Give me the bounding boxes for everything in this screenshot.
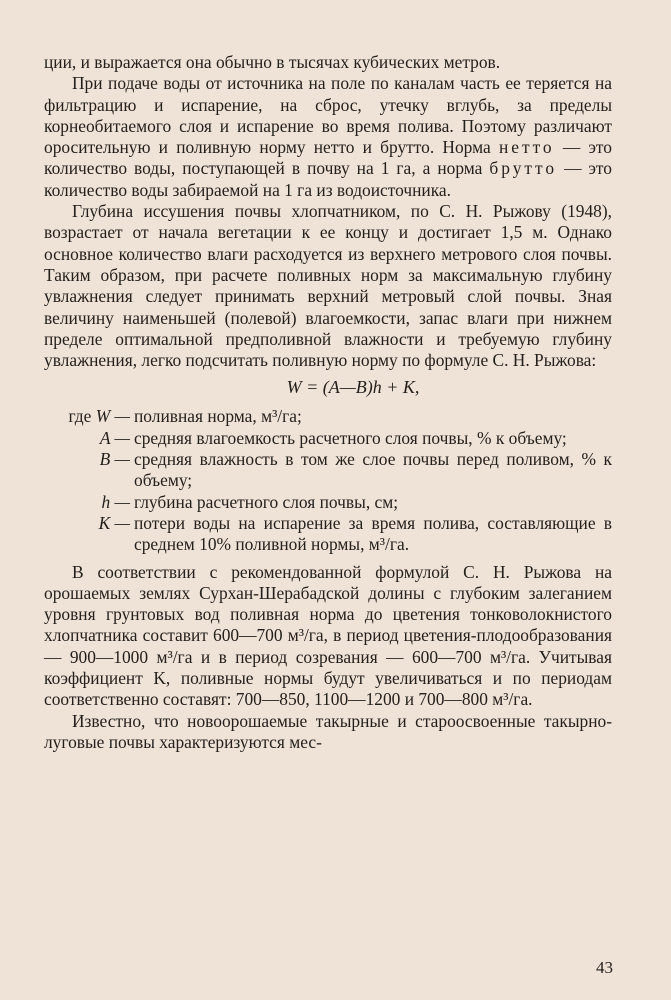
page-number: 43 [596, 958, 613, 977]
paragraph-ryzhov: Глубина иссушения почвы хлопчатником, по С. Н. Рыжову (1948), возрастает от начала вегетации к ее концу и достигает 1,5 м. Однако основное количество влаги расходуется из верхнего метрового слоя почвы. Таким образом, при расчете поливных норм за максимальную глубину увлажнения следует принимать верхний метровый слой почвы. Зная величину наименьшей (полевой) влагоемкости, запас влаги при нижнем пределе оптимальной предполивной влажности и требуемую глубину увлажнения, легко подсчитать поливную норму по формуле С. Н. Рыжова: [44, 201, 612, 371]
definition-text-a: средняя влагоемкость расчетного слоя почвы, % к объему; [134, 427, 567, 448]
paragraph-norms-text-a: При подаче воды от источника на поле по каналам часть ее теряется на фильтрацию и испарение, на сброс, утечку вглубь, за пределы корнеобитаемого слоя и испарение во время полива. Поэтому различают оросительную и поливную норму нетто и брутто. Норма [44, 73, 612, 158]
definition-symbol-b: B — [99, 449, 130, 470]
definition-b [44, 449, 612, 492]
definition-symbol-w: где W — [68, 406, 130, 427]
definition-text-w: поливная норма, м³/га; [134, 406, 302, 427]
paragraph-norms-text-b: — это количество воды, поступающей в почву на 1 га, а норма [44, 137, 612, 179]
definition-text-k: потери воды на испарение за время полива, составляющие в среднем 10% поливной нормы, м³/га. [134, 512, 612, 555]
term-brutto: брутто [489, 158, 558, 179]
definition-w [44, 406, 612, 427]
definitions-list [44, 406, 612, 555]
term-netto: нетто [498, 137, 555, 158]
definition-k [44, 513, 612, 556]
definition-symbol-a: A — [99, 427, 130, 448]
symbol-a: A [99, 427, 111, 448]
paragraph-surkhan: В соответствии с рекомендованной формулой С. Н. Рыжова на орошаемых землях Сурхан-Шерабадской долины с глубоким залеганием уровня грунтовых вод поливная норма до цветения тонковолокнистого хлопчатника составит 600—700 м³/га, в период цветения-плодообразования — 900—1000 м³/га и в период созревания — 600—700 м³/га. Учитывая коэффициент K, поливные нормы будут увеличиваться и по периодам соответственно составят: 700—850, 1100—1200 и 700—800 м³/га. [44, 561, 612, 710]
definition-text-b: средняя влажность в том же слое почвы перед поливом, % к объему; [134, 449, 612, 491]
paragraph-takyr: Известно, что новоорошаемые такырные и староосвоенные такырно-луговые почвы характеризуются мес- [44, 710, 612, 752]
paragraph-norms-text-c: — это количество воды забираемой на 1 га из водоисточника. [44, 158, 612, 200]
where-word: где [68, 406, 92, 427]
definition-text-h: глубина расчетного слоя почвы, см; [134, 491, 399, 512]
symbol-b: B [99, 449, 111, 470]
symbol-w: W [95, 406, 111, 427]
paragraph-norms [44, 73, 612, 201]
definition-symbol-k: K — [98, 512, 130, 533]
definition-a [44, 428, 612, 449]
definition-symbol-h: h — [101, 491, 130, 512]
symbol-h: h [101, 491, 111, 512]
symbol-k: K [98, 512, 111, 533]
paragraph-continuation: ции, и выражается она обычно в тысячах кубических метров. [44, 52, 501, 72]
definition-h [44, 492, 612, 513]
formula: W = (A—B)h + K, [286, 377, 420, 398]
page-text [44, 52, 612, 753]
